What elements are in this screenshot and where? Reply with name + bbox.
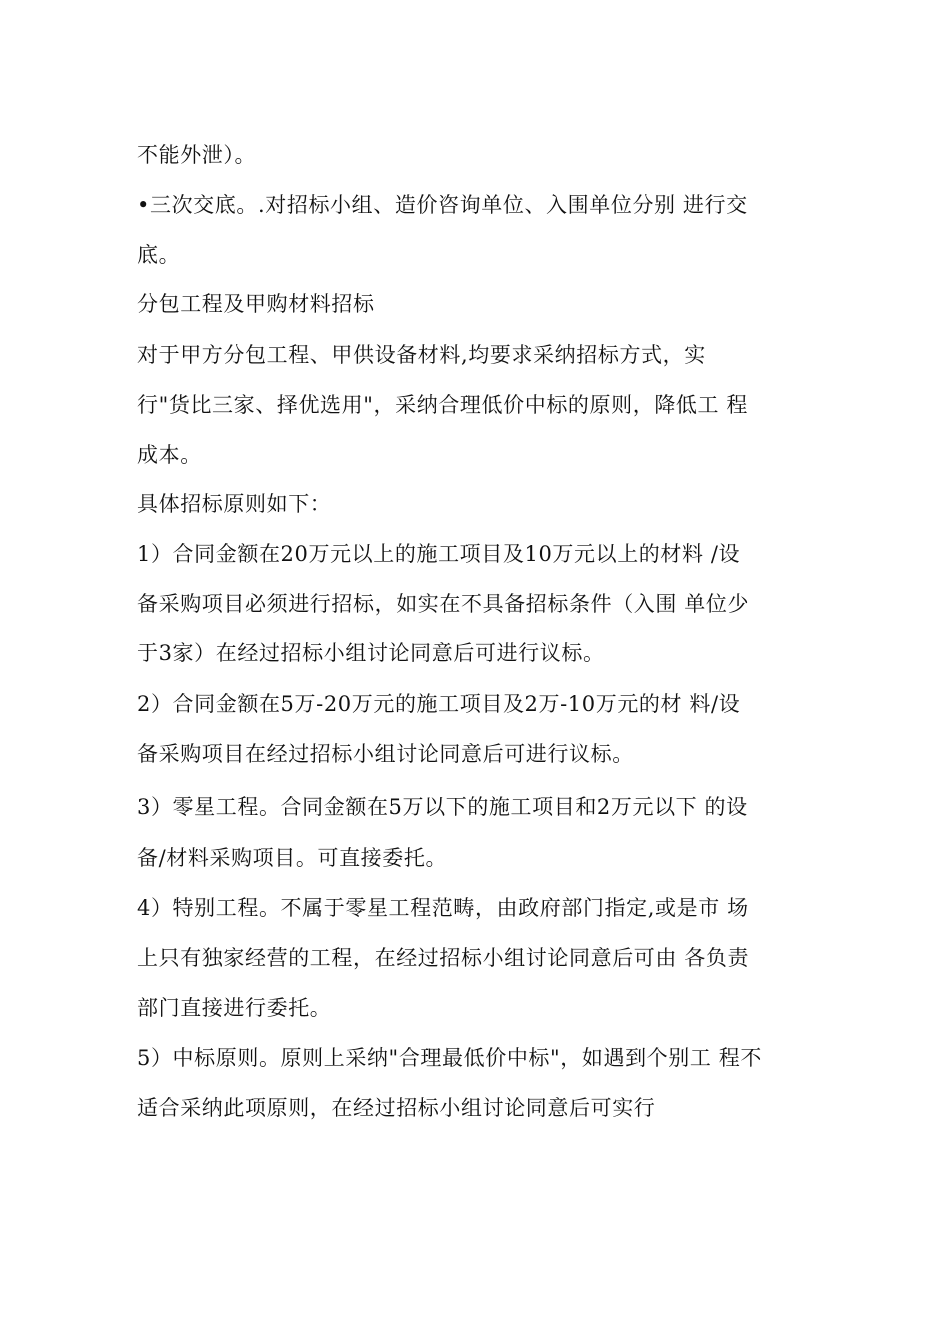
text-line: 备采购项目在经过招标小组讨论同意后可进行议标。 [137,742,634,766]
text-line: 上只有独家经营的工程，在经过招标小组讨论同意后可由 各负责 [137,946,750,970]
text-line: 部门直接进行委托。 [137,996,332,1020]
text-line: 3）零星工程。合同金额在5万以下的施工项目和2万元以下 的设 [137,795,748,819]
text-line: 2）合同金额在5万-20万元的施工项目及2万-10万元的材 料/设 [137,692,741,716]
text-line: 1）合同金额在20万元以上的施工项目及10万元以上的材料 /设 [137,542,741,566]
text-line: 底。 [137,243,181,267]
text-line: 备采购项目必须进行招标，如实在不具备招标条件（入围 单位少 [137,592,750,616]
text-line: 具体招标原则如下： [137,492,332,516]
text-line: •三次交底。.对招标小组、造价咨询单位、入围单位分别 进行交 [137,193,748,217]
section-heading: 分包工程及甲购材料招标 [137,292,375,316]
text-line: 行"货比三家、择优选用"，采纳合理低价中标的原则，降低工 程 [137,393,748,417]
text-line: 对于甲方分包工程、甲供设备材料,均要求采纳招标方式，实 [137,343,706,367]
text-line: 5）中标原则。原则上采纳"合理最低价中标"，如遇到个别工 程不 [137,1046,762,1070]
text-line: 不能外泄）。 [137,143,257,167]
text-line: 备/材料采购项目。可直接委托。 [137,846,448,870]
text-line: 于3家）在经过招标小组讨论同意后可进行议标。 [137,641,605,665]
text-line: 4）特别工程。不属于零星工程范畴，由政府部门指定,或是市 场 [137,896,749,920]
text-line: 适合采纳此项原则，在经过招标小组讨论同意后可实行 [137,1096,656,1120]
text-line: 成本。 [137,443,202,467]
